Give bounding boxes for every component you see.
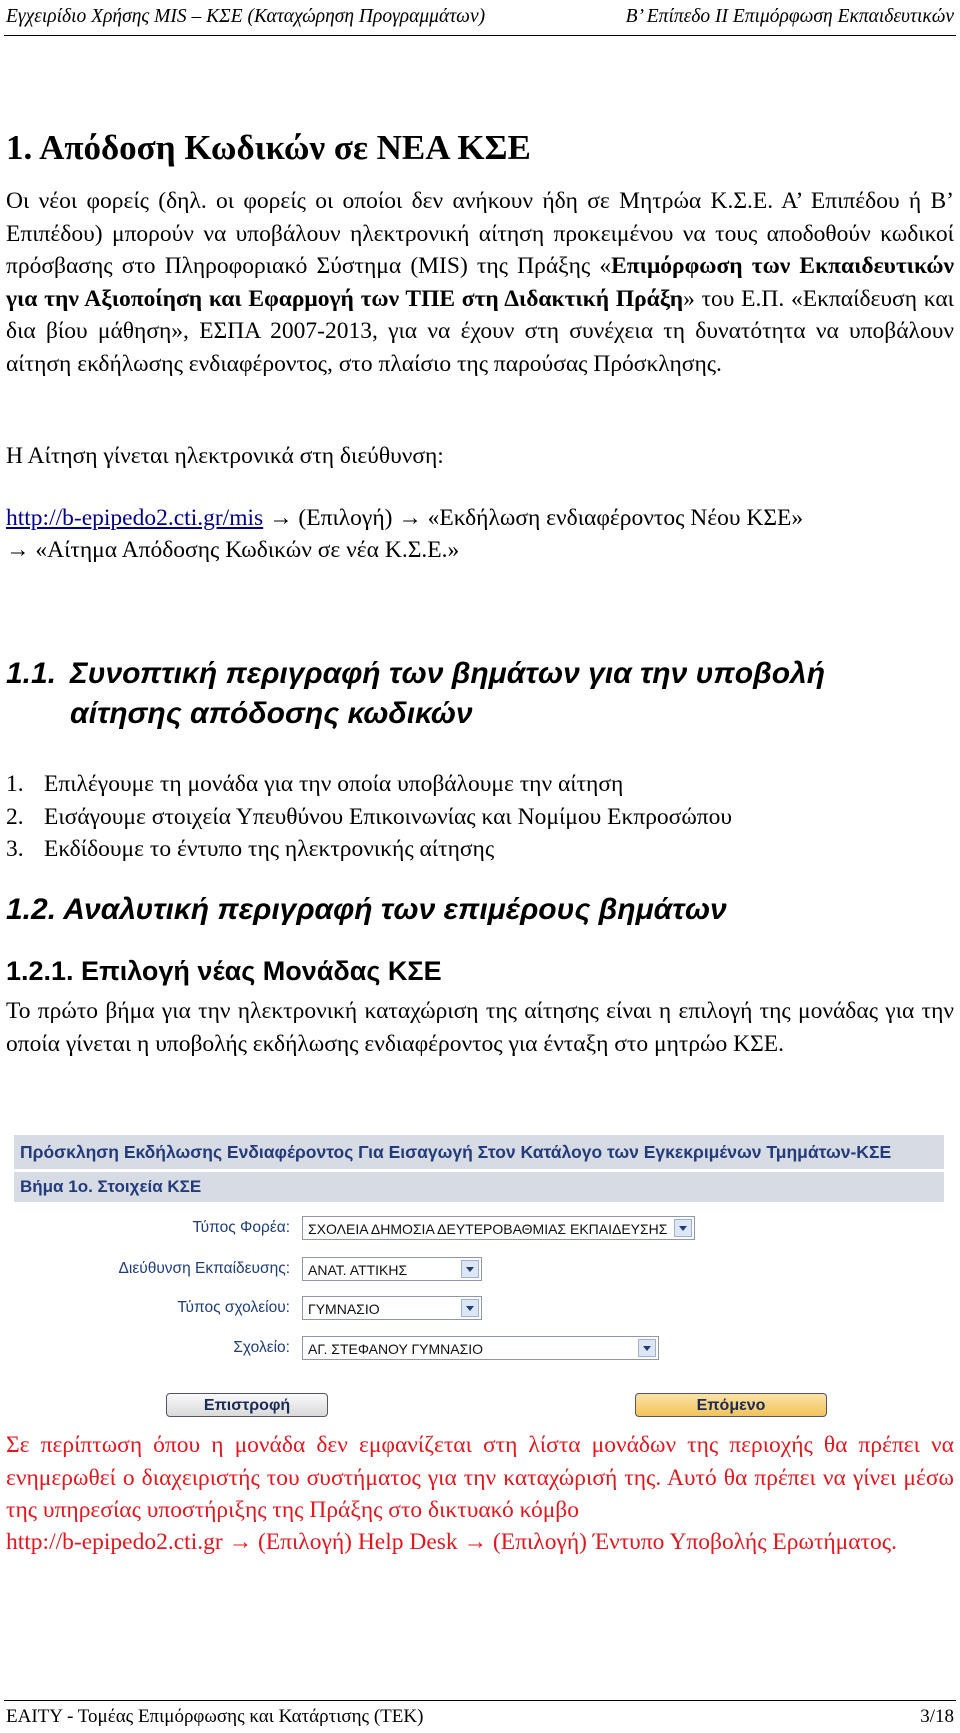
mis-link[interactable]: http://b-epipedo2.cti.gr/mis <box>6 505 264 531</box>
step-number: 2. <box>6 803 24 830</box>
next-button[interactable]: Επόμενο <box>635 1393 827 1417</box>
page-number: 3/18 <box>920 1706 954 1727</box>
education-directorate-select[interactable] <box>302 1257 482 1281</box>
chevron-down-icon[interactable] <box>638 1339 656 1357</box>
section-1-2-title: 1.2. Αναλυτική περιγραφή των επιμέρους βημάτων <box>6 893 727 926</box>
header-rule <box>4 35 956 36</box>
project-name: Επιμόρφωση των Εκπαιδευτικών για την Αξιοποίηση και Εφαρμογή των ΤΠΕ στη Διδακτική Πράξη <box>6 253 954 312</box>
section-1-1-title-line1: Συνοπτική περιγραφή των βημάτων για την υποβολή <box>70 657 826 690</box>
footer-left: ΕΑΙΤΥ - Τομέας Επιμόρφωσης και Κατάρτισης (ΤΕΚ) <box>6 1706 424 1727</box>
request-address-label: Η Αίτηση γίνεται ηλεκτρονικά στη διεύθυνση: <box>6 443 444 469</box>
section-1-1-title-line2: αίτησης απόδοσης κωδικών <box>70 697 473 730</box>
form-step-heading: Βήμα 1ο. Στοιχεία ΚΣΕ <box>14 1172 944 1202</box>
select-value: ΑΓ. ΣΤΕΦΑΝΟΥ ΓΥΜΝΑΣΙΟ <box>308 1341 484 1357</box>
field-label: Διεύθυνση Εκπαίδευσης: <box>118 1260 290 1277</box>
section-1-title: 1. Απόδοση Κωδικών σε ΝΕΑ ΚΣΕ <box>6 128 531 167</box>
section-1-2-1-paragraph: Το πρώτο βήμα για την ηλεκτρονική καταχώριση της αίτησης είναι η επιλογή της μονάδας για την οποία γίνεται η υποβολής εκδήλωσης ενδιαφέροντος για ένταξη στο μητρώο ΚΣΕ. <box>6 998 954 1057</box>
path-rest: → (Επιλογή) → «Εκδήλωση ενδιαφέροντος Νέου ΚΣΕ» <box>263 505 804 531</box>
institution-type-select[interactable] <box>302 1216 695 1240</box>
chevron-down-icon[interactable] <box>461 1260 479 1278</box>
select-value: ΣΧΟΛΕΙΑ ΔΗΜΟΣΙΑ ΔΕΥΤΕΡΟΒΑΘΜΙΑΣ ΕΚΠΑΙΔΕΥΣΗΣ <box>308 1221 668 1237</box>
step-text: Εισάγουμε στοιχεία Υπευθύνου Επικοινωνίας και Νομίμου Εκπροσώπου <box>44 803 733 830</box>
para-text-b: » του Ε.Π. «Εκπαίδευση και δια βίου μάθηση», ΕΣΠΑ 2007-2013, για να έχουν στη συνέχεια τη δυνατότητα να υποβάλουν αίτηση εκδήλωσης ενδιαφέροντος, στο πλαίσιο της παρούσας Πρόσκλησης. <box>6 285 954 377</box>
section-1-paragraph <box>6 185 954 380</box>
footer-rule <box>4 1700 956 1701</box>
form-title: Πρόσκληση Εκδήλωσης Ενδιαφέροντος Για Εισαγωγή Στον Κατάλογο των Εγκεκριμένων Τμημάτων-ΚΣΕ <box>14 1135 944 1169</box>
select-value: ΑΝΑΤ. ΑΤΤΙΚΗΣ <box>308 1262 408 1278</box>
back-button[interactable]: Επιστροφή <box>166 1393 328 1417</box>
page-header <box>6 6 954 28</box>
chevron-down-icon[interactable] <box>674 1219 692 1237</box>
helpdesk-path-rest: → (Επιλογή) Help Desk → (Επιλογή) Έντυπο Υποβολής Ερωτήματος. <box>222 1529 897 1555</box>
step-text: Εκδίδουμε το έντυπο της ηλεκτρονικής αίτησης <box>44 836 495 862</box>
header-right: Β’ Επίπεδο ΙΙ Επιμόρφωση Εκπαιδευτικών <box>625 6 954 27</box>
request-path-line2: → «Αίτημα Απόδοσης Κωδικών σε νέα Κ.Σ.Ε.» <box>6 537 460 563</box>
helpdesk-path <box>6 1526 954 1559</box>
field-label: Σχολείο: <box>233 1339 290 1356</box>
section-1-1-title <box>70 654 825 734</box>
field-label: Τύπος Φορέα: <box>192 1219 290 1236</box>
request-path <box>6 502 954 535</box>
list-item <box>6 833 946 866</box>
step-number: 3. <box>6 836 24 862</box>
header-left: Εγχειρίδιο Χρήσης MIS – ΚΣΕ (Καταχώρηση Προγραμμάτων) <box>6 6 486 27</box>
registration-note: Σε περίπτωση όπου η μονάδα δεν εμφανίζεται στη λίστα μονάδων της περιοχής θα πρέπει να ενημερωθεί ο διαχειριστής του συστήματος για την καταχώρισή της. Αυτό θα πρέπει να γίνει μέσω της υπηρεσίας υποστήριξης της Πράξης στο δικτυακό κόμβο <box>6 1432 954 1523</box>
step-text: Επιλέγουμε τη μονάδα για την οποία υποβάλουμε την αίτηση <box>44 771 624 797</box>
list-item <box>6 768 946 801</box>
steps-list <box>6 768 946 866</box>
chevron-down-icon[interactable] <box>461 1299 479 1317</box>
section-1-2-1-title: 1.2.1. Επιλογή νέας Μονάδας ΚΣΕ <box>6 956 442 986</box>
section-1-1-number: 1.1. <box>6 657 57 690</box>
list-item <box>6 801 946 834</box>
page-footer <box>6 1706 954 1728</box>
step-number: 1. <box>6 771 24 797</box>
school-type-select[interactable] <box>302 1296 482 1320</box>
school-select[interactable] <box>302 1336 659 1360</box>
helpdesk-link[interactable]: http://b-epipedo2.cti.gr <box>6 1529 223 1555</box>
para-text-a: Οι νέοι φορείς (δηλ. οι φορείς οι οποίοι δεν ανήκουν ήδη σε Μητρώα Κ.Σ.Ε. Α’ Επιπέδου ή Β’ Επιπέδου) μπορούν να υποβάλουν ηλεκτρονική αίτηση προκειμένου να τους αποδοθούν κωδικοί πρόσβασης στο Πληροφοριακό Σύστημα (MIS) της Πράξης « <box>6 188 954 279</box>
select-value: ΓΥΜΝΑΣΙΟ <box>308 1301 380 1317</box>
field-label: Τύπος σχολείου: <box>177 1299 290 1316</box>
